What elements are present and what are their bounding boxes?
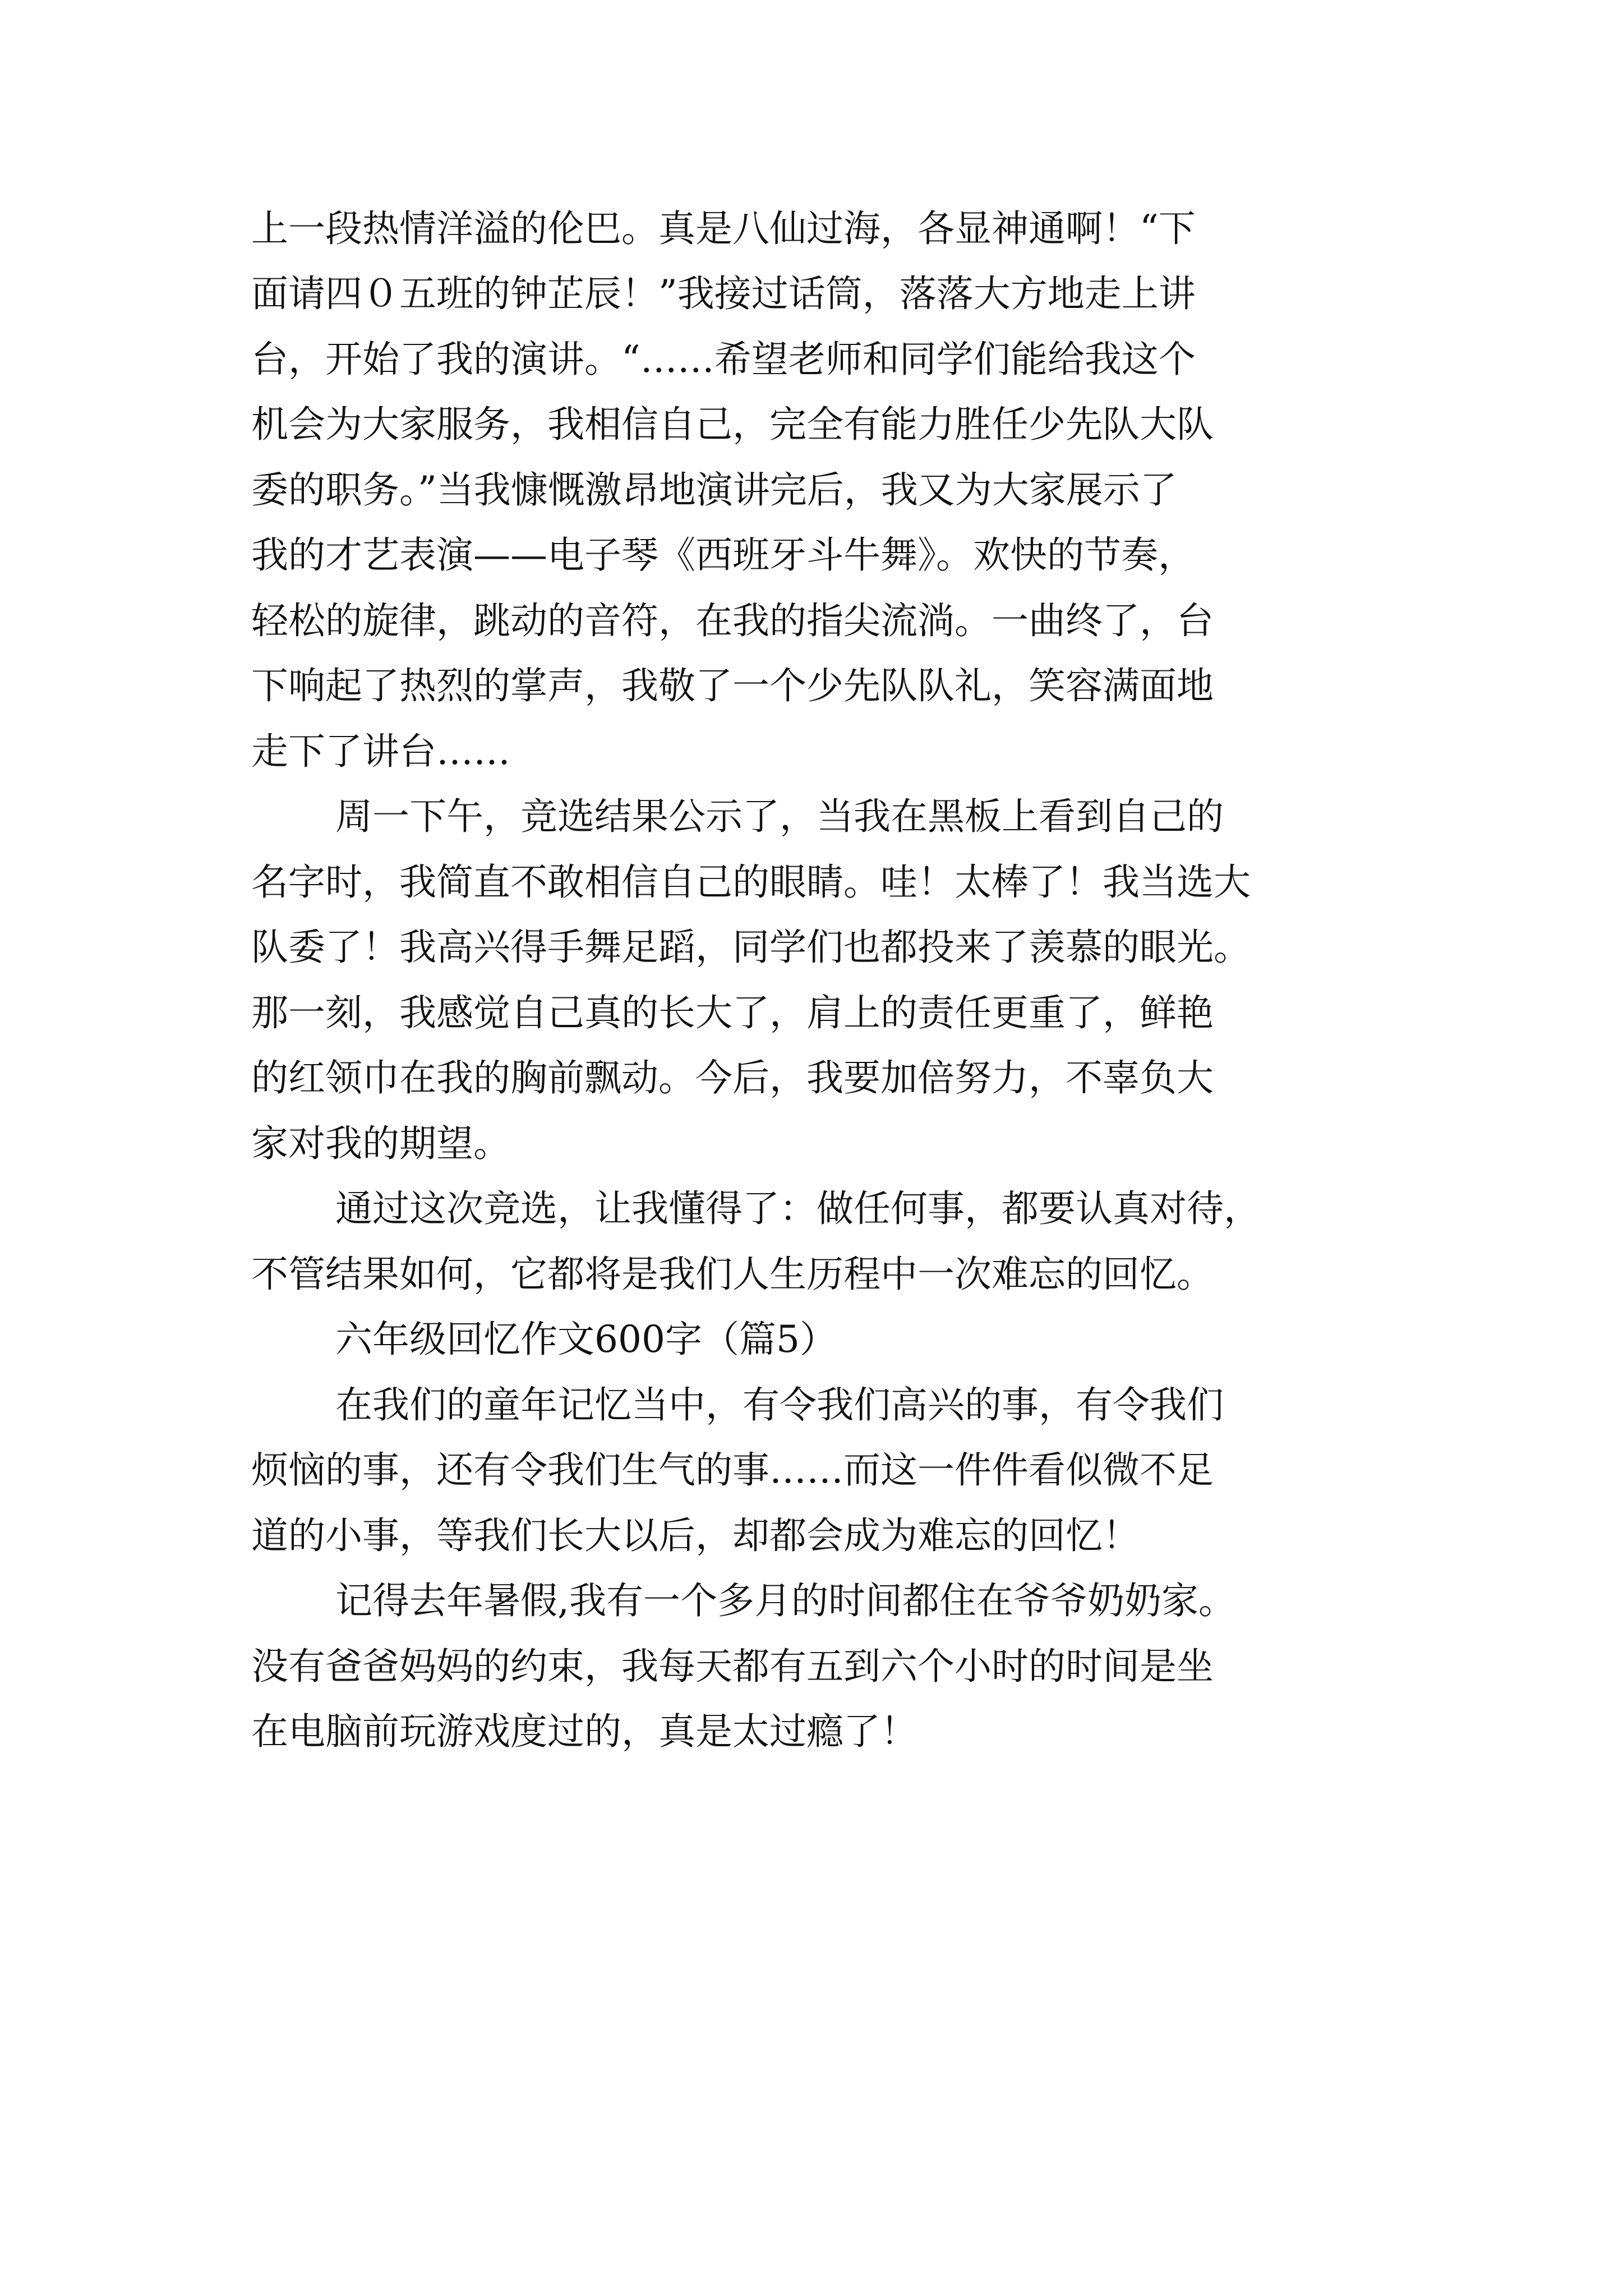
text-line: 烦恼的事，还有令我们生气的事……而这一件件看似微不足 [251,1448,1214,1492]
text-line: 通过这次竞选，让我懂得了：做任何事，都要认真对待， [335,1187,1261,1230]
text-line: 道的小事，等我们长大以后，却都会成为难忘的回忆！ [251,1514,1140,1557]
text-line: 家对我的期望。 [251,1122,510,1165]
text-line: 台，开始了我的演讲。“……希望老师和同学们能给我这个 [251,338,1196,381]
text-line: 队委了！我高兴得手舞足蹈，同学们也都投来了羡慕的眼光。 [251,926,1251,969]
text-line: 名字时，我简直不敢相信自己的眼睛。哇！太棒了！我当选大 [251,861,1251,904]
text-line: 下响起了热烈的掌声，我敬了一个少先队队礼，笑容满面地 [251,664,1214,707]
text-line: 那一刻，我感觉自己真的长大了，肩上的责任更重了，鲜艳 [251,991,1214,1034]
text-line: 在我们的童年记忆当中，有令我们高兴的事，有令我们 [335,1383,1224,1427]
text-line: 走下了讲台…… [251,730,510,773]
text-line: 周一下午，竞选结果公示了，当我在黑板上看到自己的 [335,795,1224,838]
text-line: 轻松的旋律，跳动的音符，在我的指尖流淌。一曲终了，台 [251,599,1214,642]
text-line: 的红领巾在我的胸前飘动。今后，我要加倍努力，不辜负大 [251,1056,1214,1099]
text-line: 记得去年暑假,我有一个多月的时间都住在爷爷奶奶家。 [335,1579,1235,1622]
text-line: 机会为大家服务，我相信自己，完全有能力胜任少先队大队 [251,403,1214,446]
text-line: 上一段热情洋溢的伦巴。真是八仙过海，各显神通啊！“下 [251,207,1196,250]
text-line: 不管结果如何，它都将是我们人生历程中一次难忘的回忆。 [251,1253,1214,1296]
section-heading: 六年级回忆作文600字（篇5） [335,1318,837,1361]
text-line: 没有爸爸妈妈的约束，我每天都有五到六个小时的时间是坐 [251,1645,1214,1688]
text-line: 委的职务。”当我慷慨激昂地演讲完后，我又为大家展示了 [251,468,1177,512]
text-line: 我的才艺表演——电子琴《西班牙斗牛舞》。欢快的节奏， [251,533,1195,577]
text-line: 面请四０五班的钟芷辰！”我接过话筒，落落大方地走上讲 [251,272,1196,315]
text-line: 在电脑前玩游戏度过的，真是太过瘾了！ [251,1710,917,1753]
